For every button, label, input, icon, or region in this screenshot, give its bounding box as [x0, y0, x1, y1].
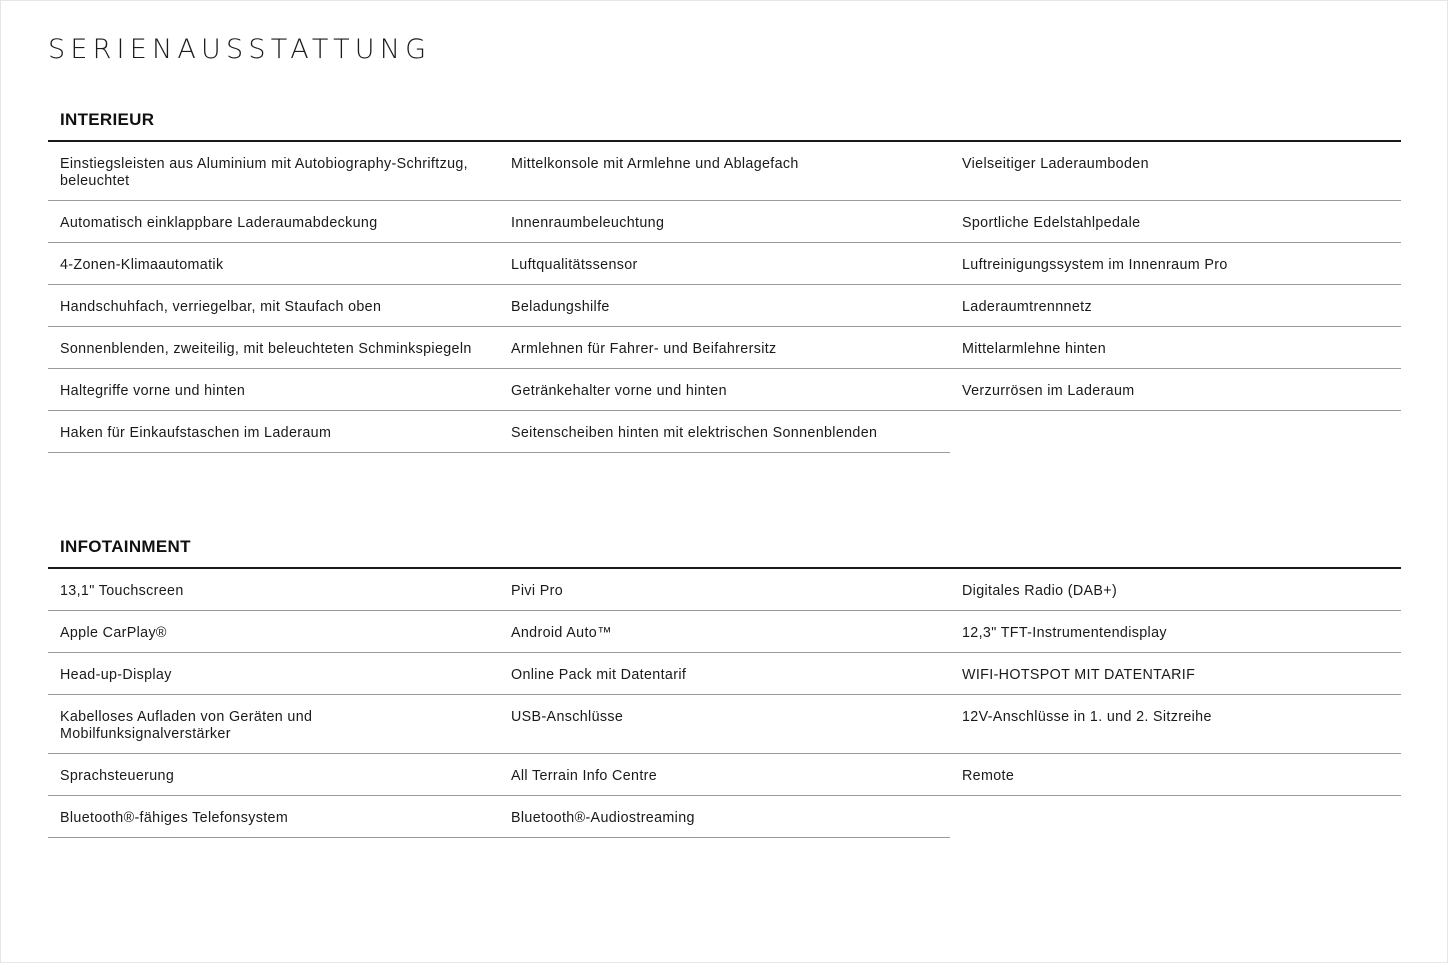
- feature-item: Luftqualitätssensor: [499, 243, 950, 285]
- feature-item: Haltegriffe vorne und hinten: [48, 369, 499, 411]
- feature-item: WIFI-HOTSPOT MIT DATENTARIF: [950, 653, 1401, 695]
- section-interieur: [48, 104, 1401, 453]
- feature-item: Getränkehalter vorne und hinten: [499, 369, 950, 411]
- feature-item: 13,1" Touchscreen: [48, 569, 499, 611]
- feature-item: Laderaumtrennnetz: [950, 285, 1401, 327]
- feature-item: Sonnenblenden, zweiteilig, mit beleuchteten Schminkspiegeln: [48, 327, 499, 369]
- feature-item: All Terrain Info Centre: [499, 754, 950, 796]
- feature-item: Kabelloses Aufladen von Geräten und Mobilfunksignalverstärker: [48, 695, 499, 754]
- feature-item: Automatisch einklappbare Laderaumabdeckung: [48, 201, 499, 243]
- feature-item: Remote: [950, 754, 1401, 796]
- feature-item: Android Auto™: [499, 611, 950, 653]
- feature-item: Digitales Radio (DAB+): [950, 569, 1401, 611]
- feature-item: 4-Zonen-Klimaautomatik: [48, 243, 499, 285]
- feature-item: Vielseitiger Laderaumboden: [950, 142, 1401, 201]
- feature-grid: [48, 569, 1401, 838]
- feature-item: Einstiegsleisten aus Aluminium mit Autobiography-Schriftzug, beleuchtet: [48, 142, 499, 201]
- feature-item: Mittelkonsole mit Armlehne und Ablagefach: [499, 142, 950, 201]
- feature-item: Beladungshilfe: [499, 285, 950, 327]
- section-infotainment: [48, 531, 1401, 838]
- feature-grid: [48, 142, 1401, 453]
- feature-item: Pivi Pro: [499, 569, 950, 611]
- section-title: INTERIEUR: [60, 110, 155, 129]
- feature-item: Handschuhfach, verriegelbar, mit Staufach oben: [48, 285, 499, 327]
- feature-item: Apple CarPlay®: [48, 611, 499, 653]
- feature-item-empty: [950, 411, 1401, 453]
- page-title: SERIENAUSSTATTUNG: [48, 34, 432, 65]
- feature-item: Armlehnen für Fahrer- und Beifahrersitz: [499, 327, 950, 369]
- feature-item: Bluetooth®-fähiges Telefonsystem: [48, 796, 499, 838]
- feature-item: 12,3" TFT-Instrumentendisplay: [950, 611, 1401, 653]
- feature-item: Seitenscheiben hinten mit elektrischen Sonnenblenden: [499, 411, 950, 453]
- feature-item: Head-up-Display: [48, 653, 499, 695]
- section-header: [48, 104, 1401, 142]
- feature-item: Verzurrösen im Laderaum: [950, 369, 1401, 411]
- feature-item: Sportliche Edelstahlpedale: [950, 201, 1401, 243]
- feature-item: Luftreinigungssystem im Innenraum Pro: [950, 243, 1401, 285]
- feature-item: Sprachsteuerung: [48, 754, 499, 796]
- feature-item: Bluetooth®-Audiostreaming: [499, 796, 950, 838]
- feature-item-empty: [950, 796, 1401, 838]
- feature-item: 12V-Anschlüsse in 1. und 2. Sitzreihe: [950, 695, 1401, 754]
- section-header: [48, 531, 1401, 569]
- feature-item: Innenraumbeleuchtung: [499, 201, 950, 243]
- feature-item: Online Pack mit Datentarif: [499, 653, 950, 695]
- feature-item: Mittelarmlehne hinten: [950, 327, 1401, 369]
- section-title: INFOTAINMENT: [60, 537, 191, 556]
- feature-item: Haken für Einkaufstaschen im Laderaum: [48, 411, 499, 453]
- feature-item: USB-Anschlüsse: [499, 695, 950, 754]
